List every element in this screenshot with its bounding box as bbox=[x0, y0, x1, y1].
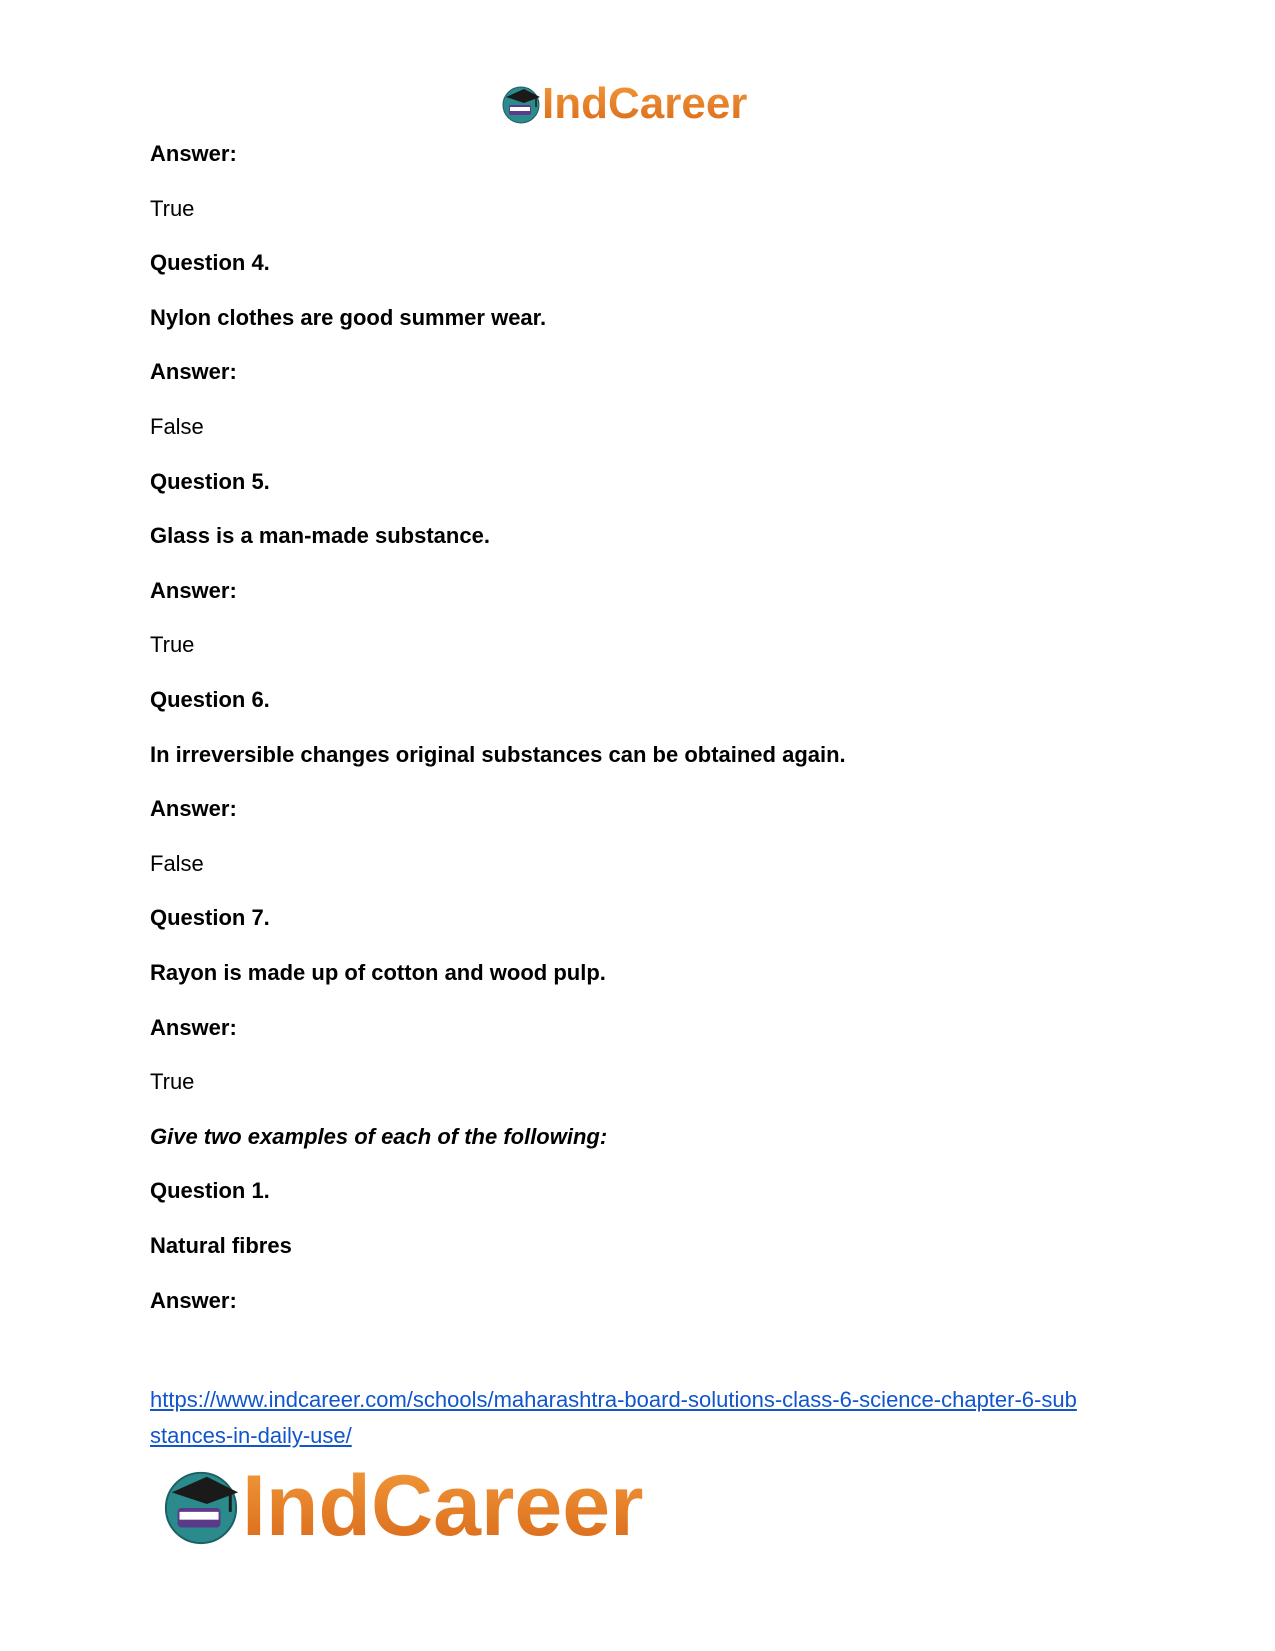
content-line: True bbox=[150, 632, 195, 658]
content-line: False bbox=[150, 850, 204, 876]
content-line: Answer: bbox=[150, 141, 237, 166]
content-line: Question 4. bbox=[150, 250, 270, 276]
content-line: Question 7. bbox=[150, 905, 270, 931]
source-link[interactable] bbox=[150, 1387, 1077, 1448]
content-line: Rayon is made up of cotton and wood pulp. bbox=[150, 960, 606, 985]
content-line: Nylon clothes are good summer wear. bbox=[150, 304, 547, 330]
content-line: Answer: bbox=[150, 359, 237, 385]
content-line: True bbox=[150, 195, 195, 221]
content-line: Answer: bbox=[150, 796, 237, 822]
graduation-cap-icon bbox=[160, 1465, 242, 1547]
content-line: Answer: bbox=[150, 577, 237, 603]
content-line: Answer: bbox=[150, 1014, 237, 1040]
logo-text: IndCareer bbox=[542, 79, 748, 128]
source-link-line-1: https://www.indcareer.com/schools/maharashtra-board-solutions-class-6-science-chapter-6-sub bbox=[150, 1387, 1077, 1412]
graduation-cap-icon bbox=[500, 83, 542, 125]
content-line: In irreversible changes original substances can be obtained again. bbox=[150, 741, 846, 767]
content-line: Question 1. bbox=[150, 1178, 270, 1204]
content-line: True bbox=[150, 1069, 195, 1095]
content-line: Natural fibres bbox=[150, 1233, 292, 1258]
source-link-line-2: stances-in-daily-use/ bbox=[150, 1423, 352, 1448]
content-line: False bbox=[150, 414, 204, 439]
content-line: Question 6. bbox=[150, 687, 270, 712]
content-line: Glass is a man-made substance. bbox=[150, 523, 490, 549]
content-line: Give two examples of each of the following: bbox=[150, 1123, 608, 1149]
source-link-block bbox=[150, 1382, 1130, 1454]
footer-logo bbox=[160, 1458, 644, 1554]
content-line: Question 5. bbox=[150, 468, 270, 494]
logo-text: IndCareer bbox=[242, 1458, 644, 1554]
header-logo bbox=[500, 80, 747, 128]
content-line: Answer: bbox=[150, 1287, 237, 1313]
